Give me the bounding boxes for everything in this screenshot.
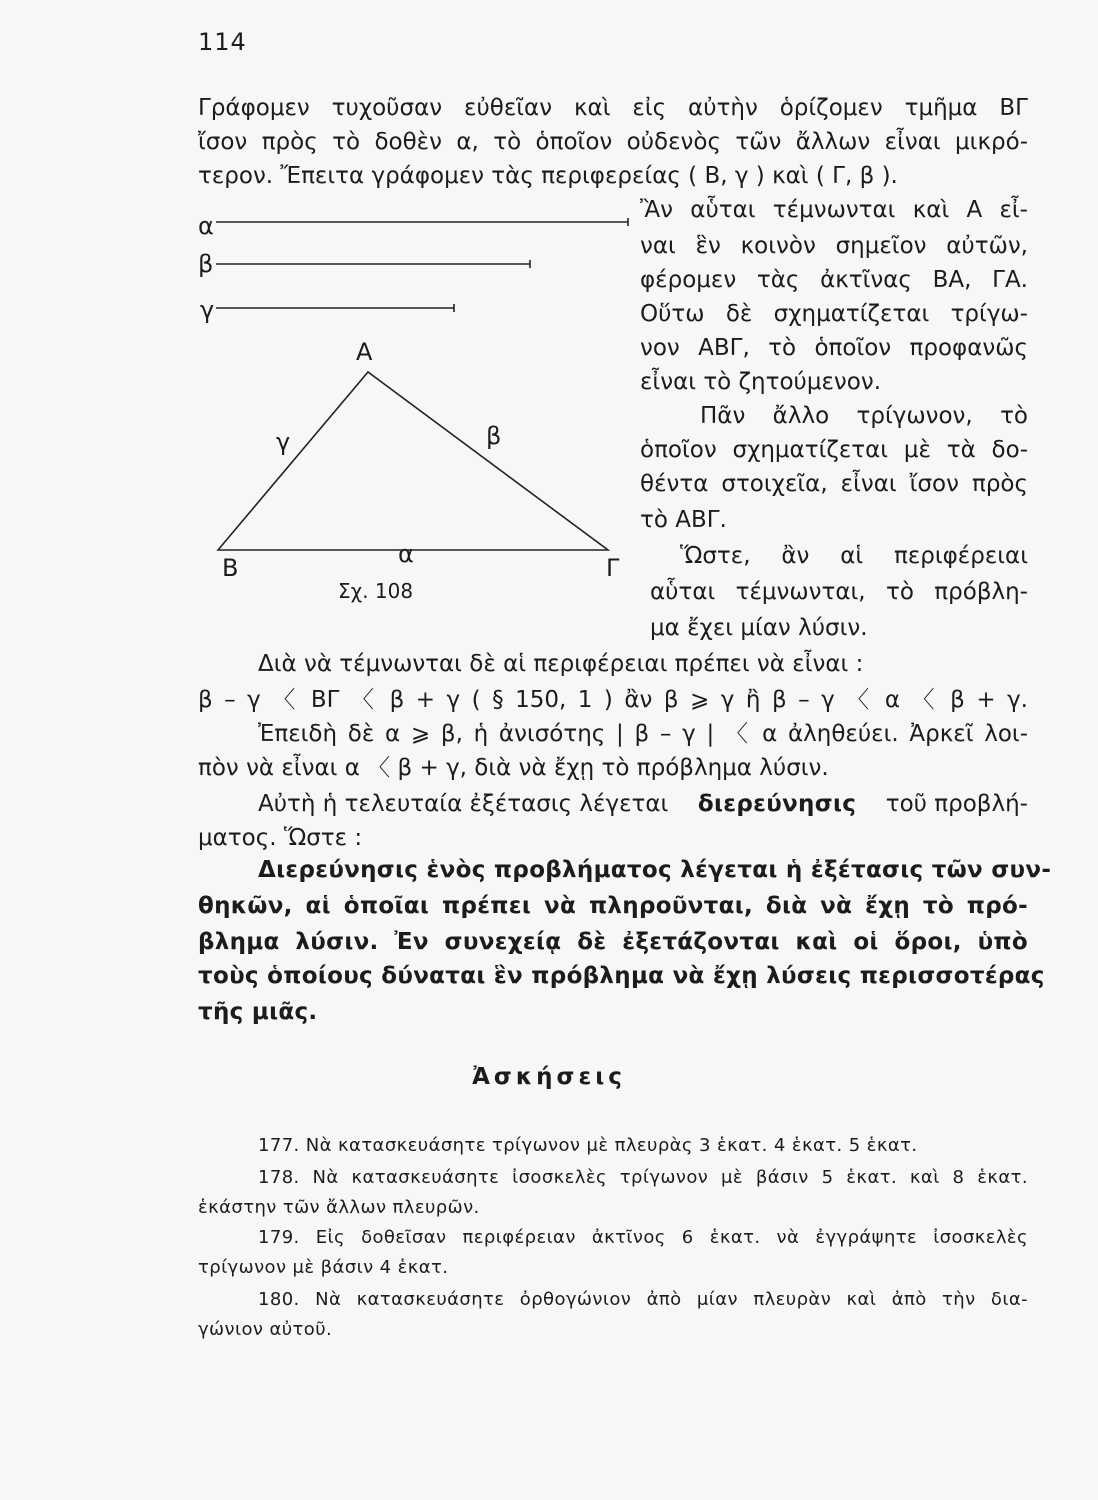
text-line: ματος. Ὥστε :: [198, 825, 363, 851]
definition-line: τοὺς ὁποίους δύναται ἓν πρόβλημα νὰ ἔχῃ λύσεις περισσοτέρας: [198, 963, 1045, 989]
text-line: θέντα στοιχεῖα, εἶναι ἴσον πρὸς: [640, 471, 1028, 497]
triangle-figure: [190, 190, 640, 610]
text-segment: Αὐτὴ ἡ τελευταία ἐξέτασις λέγεται: [258, 791, 669, 817]
exercise-178-cont: ἑκάστην τῶν ἄλλων πλευρῶν.: [198, 1197, 480, 1218]
text-line: αὗται τέμνωνται, τὸ πρόβλη-: [650, 579, 1028, 605]
text-line: τὸ ΑΒΓ.: [640, 507, 727, 533]
side-label-a: α: [398, 540, 414, 568]
text-segment: τοῦ προβλή-: [885, 791, 1028, 817]
text-line: φέρομεν τὰς ἀκτῖνας ΒΑ, ΓΑ.: [640, 267, 1028, 293]
side-label-b: β: [486, 422, 502, 450]
vertex-label-A: Α: [356, 338, 373, 366]
text-line: Πᾶν ἄλλο τρίγωνον, τὸ: [700, 403, 1028, 429]
text-line: [258, 788, 1028, 820]
text-line: εἶναι τὸ ζητούμενον.: [640, 369, 882, 395]
text-line: Ἂν αὗται τέμνωνται καὶ Α εἶ-: [640, 197, 1028, 223]
text-line: πὸν νὰ εἶναι α 〈 β + γ, διὰ νὰ ἔχῃ τὸ πρόβλημα λύσιν.: [198, 755, 829, 781]
text-line: Ὥστε, ἂν αἱ περιφέρειαι: [680, 543, 1028, 569]
exercise-177: 177. Νὰ κατασκευάσητε τρίγωνον μὲ πλευρὰς 3 ἑκατ. 4 ἑκατ. 5 ἑκατ.: [258, 1135, 918, 1156]
segment-alpha: [198, 212, 628, 240]
text-line: Οὕτω δὲ σχηματίζεται τρίγω-: [640, 301, 1028, 327]
vertex-label-B: Β: [222, 554, 239, 582]
text-line: Ἐπειδὴ δὲ α ⩾ β, ἡ ἀνισότης | β – γ | 〈 α ἀληθεύει. Ἀρκεῖ λοι-: [258, 721, 1028, 747]
definition-line: Διερεύνησις ἑνὸς προβλήματος λέγεται ἡ ἐξέτασις τῶν συν-: [258, 857, 1052, 883]
text-line: ναι ἓν κοινὸν σημεῖον αὐτῶν,: [640, 233, 1028, 259]
page-number: 114: [198, 28, 247, 56]
term-dierevnisis: διερεύνησις: [697, 791, 857, 817]
segment-label-beta: β: [198, 250, 214, 278]
text-line: μα ἔχει μίαν λύσιν.: [650, 615, 868, 641]
exercise-179: 179. Εἰς δοθεῖσαν περιφέρειαν ἀκτῖνος 6 ἑκατ. νὰ ἐγγράψητε ἰσοσκελὲς: [258, 1227, 1028, 1248]
segment-gamma: [200, 296, 454, 324]
vertex-label-C: Γ: [606, 554, 620, 582]
triangle-ABC: [218, 372, 608, 550]
definition-line: θηκῶν, αἱ ὁποῖαι πρέπει νὰ πληροῦνται, διὰ νὰ ἔχῃ τὸ πρό-: [198, 893, 1028, 919]
formula-line: β – γ 〈 ΒΓ 〈 β + γ ( § 150, 1 ) ἂν β ⩾ γ ἢ β – γ 〈 α 〈 β + γ.: [198, 687, 1028, 713]
side-label-c: γ: [276, 428, 291, 456]
text-line: ὁποῖον σχηματίζεται μὲ τὰ δο-: [640, 437, 1028, 463]
exercises-heading: Ἀσκήσεις: [472, 1064, 626, 1090]
text-line: ἴσον πρὸς τὸ δοθὲν α, τὸ ὁποῖον οὐδενὸς τῶν ἄλλων εἶναι μικρό-: [198, 129, 1028, 155]
text-line: Γράφομεν τυχοῦσαν εὐθεῖαν καὶ εἰς αὐτὴν ὁρίζομεν τμῆμα ΒΓ: [198, 95, 1028, 121]
definition-line: βλημα λύσιν. Ἐν συνεχείᾳ δὲ ἐξετάζονται καὶ οἱ ὅροι, ὑπὸ: [198, 929, 1028, 955]
figure-caption: Σχ. 108: [338, 579, 414, 603]
exercise-180-cont: γώνιον αὐτοῦ.: [198, 1319, 333, 1340]
exercise-178: 178. Νὰ κατασκευάσητε ἰσοσκελὲς τρίγωνον μὲ βάσιν 5 ἑκατ. καὶ 8 ἑκατ.: [258, 1167, 1028, 1188]
definition-line: τῆς μιᾶς.: [198, 999, 318, 1025]
segment-beta: [198, 250, 530, 278]
exercise-179-cont: τρίγωνον μὲ βάσιν 4 ἑκατ.: [198, 1257, 449, 1278]
text-line: Διὰ νὰ τέμνωνται δὲ αἱ περιφέρειαι πρέπει νὰ εἶναι :: [258, 651, 864, 677]
exercise-180: 180. Νὰ κατασκευάσητε ὀρθογώνιον ἀπὸ μίαν πλευρὰν καὶ ἀπὸ τὴν δια-: [258, 1289, 1028, 1310]
segment-label-alpha: α: [198, 212, 214, 240]
text-line: νον ΑΒΓ, τὸ ὁποῖον προφανῶς: [640, 335, 1028, 361]
text-line: τερον. Ἔπειτα γράφομεν τὰς περιφερείας ( Β, γ ) καὶ ( Γ, β ).: [198, 163, 898, 189]
segment-label-gamma: γ: [200, 296, 215, 324]
